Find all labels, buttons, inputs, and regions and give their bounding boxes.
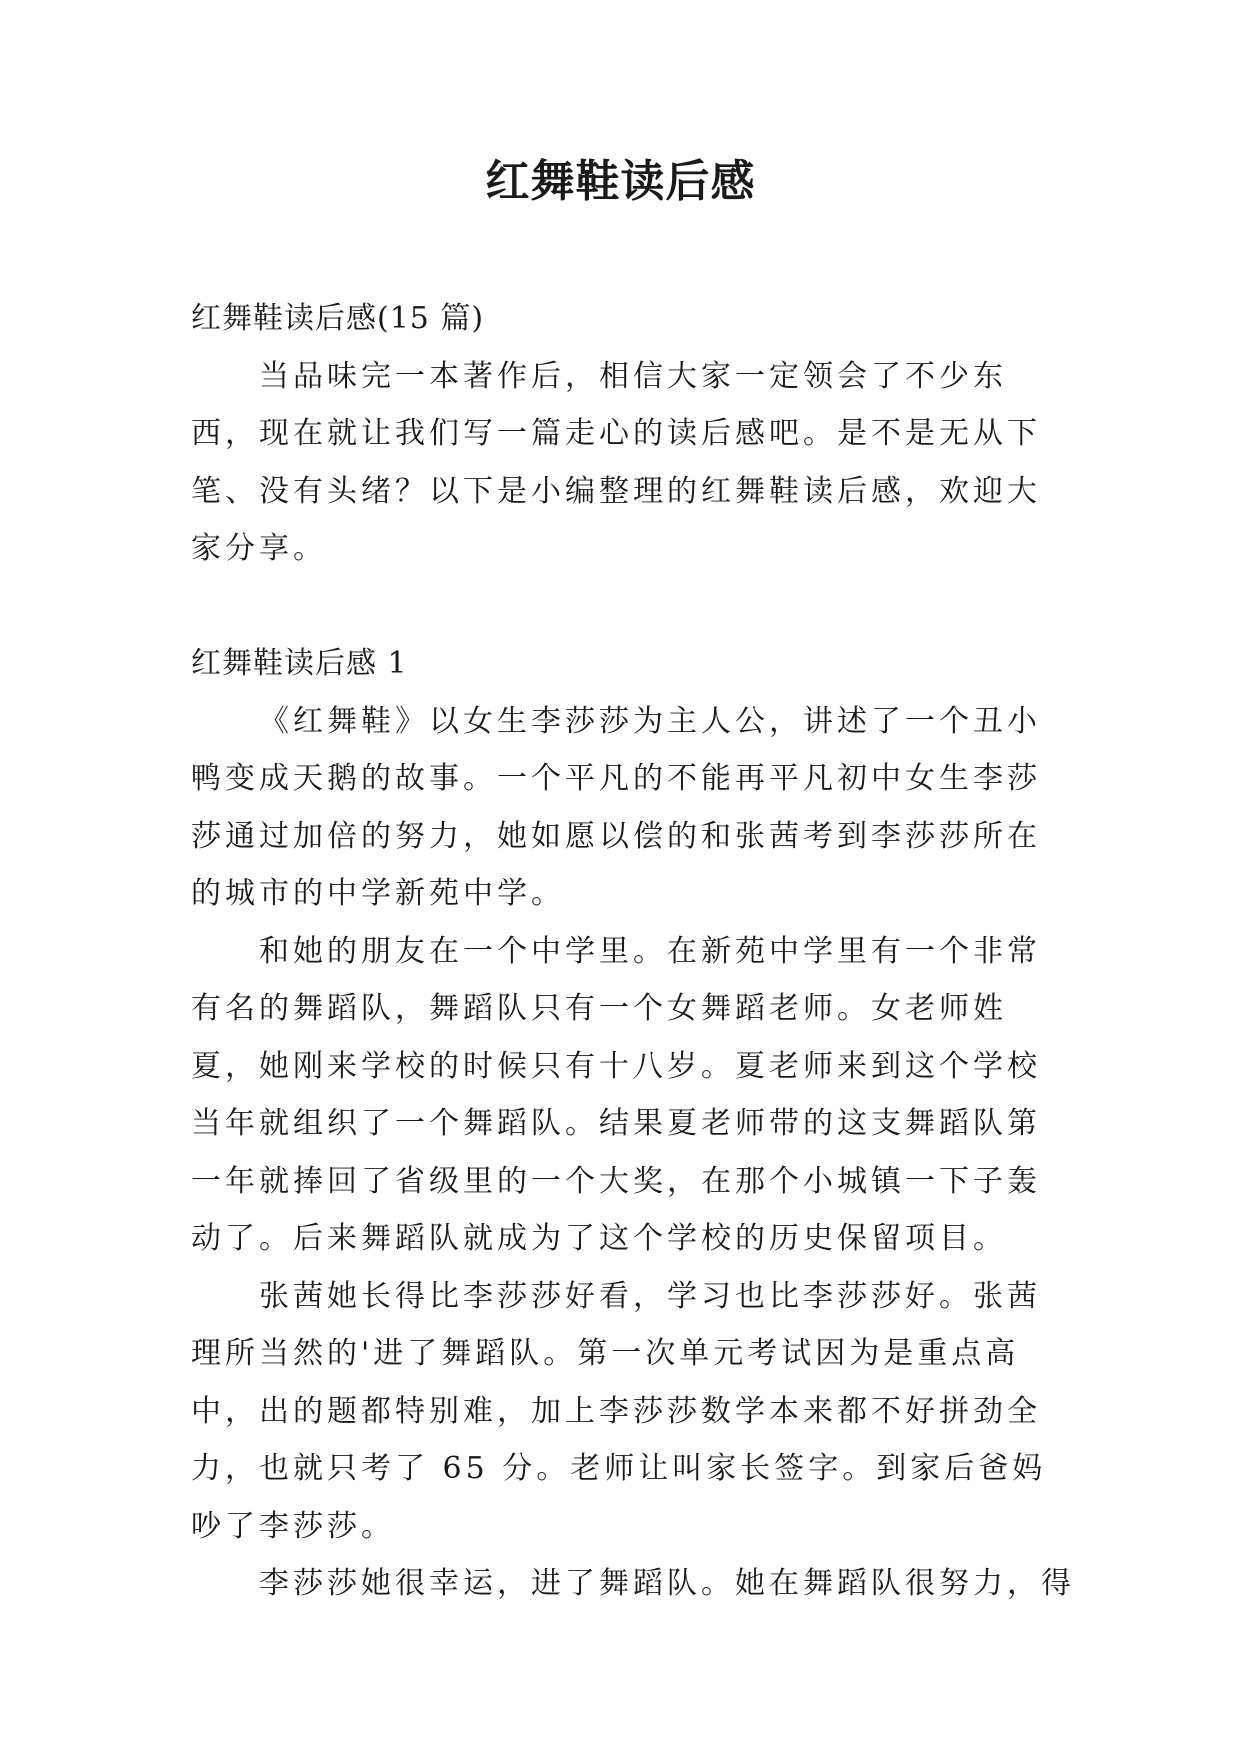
section-heading: 红舞鞋读后感 1 (191, 646, 408, 681)
paragraph-spacer (191, 578, 1071, 636)
intro-paragraph: 当品味完一本著作后，相信大家一定领会了不少东西，现在就让我们写一篇走心的读后感吧。是不是无从下笔、没有头绪？以下是小编整理的红舞鞋读后感，欢迎大家分享。 (191, 358, 1041, 566)
body-paragraph: 李莎莎她很幸运，进了舞蹈队。她在舞蹈队很努力，得 (259, 1566, 1075, 1601)
document-title: 红舞鞋读后感 (485, 156, 756, 207)
document-subtitle: 红舞鞋读后感(15 篇) (191, 301, 485, 336)
document-body (191, 290, 1075, 1613)
body-paragraph: 《红舞鞋》以女生李莎莎为主人公，讲述了一个丑小鸭变成天鹅的故事。一个平凡的不能再平凡初中女生李莎莎通过加倍的努力，她如愿以偿的和张茜考到李莎莎所在的城市的中学新苑中学。 (191, 703, 1041, 911)
body-paragraph: 和她的朋友在一个中学里。在新苑中学里有一个非常有名的舞蹈队，舞蹈队只有一个女舞蹈老师。女老师姓夏，她刚来学校的时候只有十八岁。夏老师来到这个学校当年就组织了一个舞蹈队。结果夏老师带的这支舞蹈队第一年就捧回了省级里的一个大奖，在那个小城镇一下子轰动了。后来舞蹈队就成为了这个学校的历史保留项目。 (191, 933, 1041, 1256)
body-paragraph: 张茜她长得比李莎莎好看，学习也比李莎莎好。张茜理所当然的'进了舞蹈队。第一次单元考试因为是重点高中，出的题都特别难，加上李莎莎数学本来都不好拼劲全力，也就只考了 65 分。老师让叫家长签字。到家后爸妈吵了李莎莎。 (191, 1278, 1047, 1544)
